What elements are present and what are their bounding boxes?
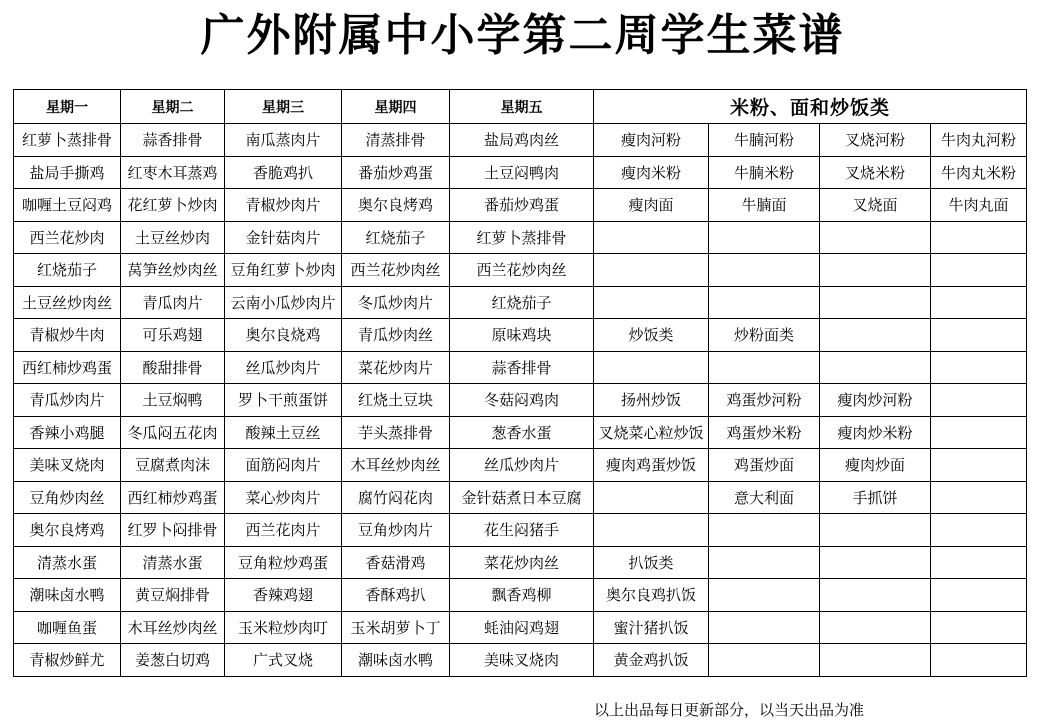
noodle-cell xyxy=(931,546,1027,579)
dish-cell-monday: 土豆丝炒肉丝 xyxy=(14,286,121,319)
dish-cell-thursday: 清蒸排骨 xyxy=(342,124,450,157)
noodle-cell xyxy=(594,286,709,319)
noodle-cell xyxy=(709,286,820,319)
table-row xyxy=(14,286,1027,319)
table-row xyxy=(14,384,1027,417)
dish-cell-tuesday: 黄豆焖排骨 xyxy=(121,579,225,612)
noodle-cell: 瘦肉河粉 xyxy=(594,124,709,157)
noodle-cell xyxy=(820,546,931,579)
dish-cell-wednesday: 菜心炒肉片 xyxy=(225,481,342,514)
noodle-cell: 炒粉面类 xyxy=(709,319,820,352)
noodle-cell xyxy=(931,384,1027,417)
noodle-cell xyxy=(709,644,820,677)
noodle-cell: 蜜汁猪扒饭 xyxy=(594,611,709,644)
noodle-cell xyxy=(820,319,931,352)
noodle-cell xyxy=(931,416,1027,449)
dish-cell-wednesday: 罗卜干煎蛋饼 xyxy=(225,384,342,417)
dish-cell-tuesday: 西红柿炒鸡蛋 xyxy=(121,481,225,514)
noodle-cell: 瘦肉面 xyxy=(594,189,709,222)
day-header-wednesday: 星期三 xyxy=(225,90,342,124)
dish-cell-friday: 葱香水蛋 xyxy=(450,416,594,449)
dish-cell-monday: 香辣小鸡腿 xyxy=(14,416,121,449)
day-header-thursday: 星期四 xyxy=(342,90,450,124)
dish-cell-thursday: 冬瓜炒肉片 xyxy=(342,286,450,319)
table-row xyxy=(14,221,1027,254)
dish-cell-tuesday: 可乐鸡翅 xyxy=(121,319,225,352)
noodle-cell: 瘦肉炒河粉 xyxy=(820,384,931,417)
dish-cell-wednesday: 金针菇肉片 xyxy=(225,221,342,254)
dish-cell-monday: 盐局手撕鸡 xyxy=(14,156,121,189)
dish-cell-wednesday: 南瓜蒸肉片 xyxy=(225,124,342,157)
noodle-cell: 瘦肉米粉 xyxy=(594,156,709,189)
dish-cell-wednesday: 豆角粒炒鸡蛋 xyxy=(225,546,342,579)
footer-note: 以上出品每日更新部分，以当天出品为准 xyxy=(594,701,865,719)
dish-cell-tuesday: 冬瓜闷五花肉 xyxy=(121,416,225,449)
noodle-cell xyxy=(931,221,1027,254)
dish-cell-thursday: 西兰花炒肉丝 xyxy=(342,254,450,287)
dish-cell-wednesday: 西兰花肉片 xyxy=(225,514,342,547)
dish-cell-monday: 青椒炒牛肉 xyxy=(14,319,121,352)
dish-cell-friday: 土豆闷鸭肉 xyxy=(450,156,594,189)
noodle-cell: 鸡蛋炒面 xyxy=(709,449,820,482)
dish-cell-wednesday: 香脆鸡扒 xyxy=(225,156,342,189)
dish-cell-monday: 奥尔良烤鸡 xyxy=(14,514,121,547)
dish-cell-thursday: 木耳丝炒肉丝 xyxy=(342,449,450,482)
noodle-cell: 牛肉丸米粉 xyxy=(931,156,1027,189)
noodle-cell xyxy=(709,611,820,644)
dish-cell-friday: 蚝油闷鸡翅 xyxy=(450,611,594,644)
noodle-cell xyxy=(931,351,1027,384)
noodle-cell: 炒饭类 xyxy=(594,319,709,352)
noodle-cell xyxy=(931,644,1027,677)
dish-cell-friday: 番茄炒鸡蛋 xyxy=(450,189,594,222)
table-row xyxy=(14,189,1027,222)
noodle-cell: 鸡蛋炒米粉 xyxy=(709,416,820,449)
dish-cell-tuesday: 红枣木耳蒸鸡 xyxy=(121,156,225,189)
page-title: 广外附属中小学第二周学生菜谱 xyxy=(200,10,845,61)
noodle-cell: 叉烧河粉 xyxy=(820,124,931,157)
noodle-cell xyxy=(709,351,820,384)
noodle-cell xyxy=(594,351,709,384)
table-row xyxy=(14,579,1027,612)
dish-cell-thursday: 红烧茄子 xyxy=(342,221,450,254)
dish-cell-monday: 咖喱土豆闷鸡 xyxy=(14,189,121,222)
dish-cell-thursday: 腐竹闷花肉 xyxy=(342,481,450,514)
noodle-cell xyxy=(820,254,931,287)
noodle-cell: 瘦肉炒面 xyxy=(820,449,931,482)
table-row xyxy=(14,416,1027,449)
dish-cell-tuesday: 豆腐煮肉沫 xyxy=(121,449,225,482)
noodle-cell: 意大利面 xyxy=(709,481,820,514)
table-row xyxy=(14,254,1027,287)
dish-cell-tuesday: 红罗卜闷排骨 xyxy=(121,514,225,547)
dish-cell-tuesday: 青瓜肉片 xyxy=(121,286,225,319)
dish-cell-tuesday: 花红萝卜炒肉 xyxy=(121,189,225,222)
dish-cell-wednesday: 广式叉烧 xyxy=(225,644,342,677)
noodle-cell: 瘦肉鸡蛋炒饭 xyxy=(594,449,709,482)
noodle-cell: 扒饭类 xyxy=(594,546,709,579)
noodle-cell: 扬州炒饭 xyxy=(594,384,709,417)
table-row xyxy=(14,514,1027,547)
noodle-cell: 牛肉丸河粉 xyxy=(931,124,1027,157)
noodle-cell xyxy=(594,221,709,254)
noodle-cell xyxy=(931,286,1027,319)
dish-cell-tuesday: 莴笋丝炒肉丝 xyxy=(121,254,225,287)
noodle-cell xyxy=(931,319,1027,352)
noodle-cell: 奥尔良鸡扒饭 xyxy=(594,579,709,612)
table-row xyxy=(14,546,1027,579)
dish-cell-wednesday: 青椒炒肉片 xyxy=(225,189,342,222)
dish-cell-friday: 西兰花炒肉丝 xyxy=(450,254,594,287)
dish-cell-thursday: 香菇滑鸡 xyxy=(342,546,450,579)
dish-cell-wednesday: 玉米粒炒肉叮 xyxy=(225,611,342,644)
day-header-tuesday: 星期二 xyxy=(121,90,225,124)
table-row xyxy=(14,124,1027,157)
day-header-monday: 星期一 xyxy=(14,90,121,124)
dish-cell-tuesday: 姜葱白切鸡 xyxy=(121,644,225,677)
dish-cell-friday: 原味鸡块 xyxy=(450,319,594,352)
noodle-cell: 叉烧米粉 xyxy=(820,156,931,189)
noodle-cell: 叉烧面 xyxy=(820,189,931,222)
dish-cell-thursday: 菜花炒肉片 xyxy=(342,351,450,384)
table-row xyxy=(14,481,1027,514)
dish-cell-wednesday: 丝瓜炒肉片 xyxy=(225,351,342,384)
dish-cell-wednesday: 奥尔良烧鸡 xyxy=(225,319,342,352)
dish-cell-thursday: 豆角炒肉片 xyxy=(342,514,450,547)
dish-cell-friday: 蒜香排骨 xyxy=(450,351,594,384)
dish-cell-tuesday: 土豆丝炒肉 xyxy=(121,221,225,254)
dish-cell-wednesday: 豆角红萝卜炒肉 xyxy=(225,254,342,287)
dish-cell-monday: 潮味卤水鸭 xyxy=(14,579,121,612)
dish-cell-monday: 豆角炒肉丝 xyxy=(14,481,121,514)
dish-cell-tuesday: 清蒸水蛋 xyxy=(121,546,225,579)
noodle-cell: 牛腩河粉 xyxy=(709,124,820,157)
dish-cell-friday: 红萝卜蒸排骨 xyxy=(450,221,594,254)
noodle-cell xyxy=(709,546,820,579)
dish-cell-wednesday: 面筋闷肉片 xyxy=(225,449,342,482)
noodle-cell xyxy=(931,611,1027,644)
noodle-cell: 牛腩米粉 xyxy=(709,156,820,189)
noodle-cell: 鸡蛋炒河粉 xyxy=(709,384,820,417)
dish-cell-friday: 飘香鸡柳 xyxy=(450,579,594,612)
dish-cell-thursday: 番茄炒鸡蛋 xyxy=(342,156,450,189)
noodle-cell xyxy=(820,221,931,254)
noodle-cell xyxy=(931,579,1027,612)
dish-cell-friday: 盐局鸡肉丝 xyxy=(450,124,594,157)
noodle-cell xyxy=(820,611,931,644)
dish-cell-monday: 青椒炒鲜尤 xyxy=(14,644,121,677)
dish-cell-monday: 红萝卜蒸排骨 xyxy=(14,124,121,157)
noodle-cell xyxy=(820,579,931,612)
dish-cell-monday: 青瓜炒肉片 xyxy=(14,384,121,417)
dish-cell-friday: 丝瓜炒肉片 xyxy=(450,449,594,482)
table-row xyxy=(14,644,1027,677)
dish-cell-thursday: 奥尔良烤鸡 xyxy=(342,189,450,222)
dish-cell-monday: 清蒸水蛋 xyxy=(14,546,121,579)
dish-cell-thursday: 潮味卤水鸭 xyxy=(342,644,450,677)
noodle-cell xyxy=(709,579,820,612)
dish-cell-friday: 红烧茄子 xyxy=(450,286,594,319)
table-row xyxy=(14,611,1027,644)
noodle-cell xyxy=(594,254,709,287)
dish-cell-friday: 金针菇煮日本豆腐 xyxy=(450,481,594,514)
noodle-cell: 叉烧菜心粒炒饭 xyxy=(594,416,709,449)
menu-table xyxy=(13,89,1027,677)
noodle-cell xyxy=(931,449,1027,482)
dish-cell-tuesday: 蒜香排骨 xyxy=(121,124,225,157)
dish-cell-friday: 花生闷猪手 xyxy=(450,514,594,547)
noodle-cell xyxy=(594,481,709,514)
dish-cell-thursday: 香酥鸡扒 xyxy=(342,579,450,612)
header-row xyxy=(14,90,1027,124)
dish-cell-tuesday: 土豆焖鸭 xyxy=(121,384,225,417)
noodle-cell xyxy=(820,286,931,319)
dish-cell-friday: 菜花炒肉丝 xyxy=(450,546,594,579)
noodle-cell xyxy=(931,254,1027,287)
noodle-cell: 黄金鸡扒饭 xyxy=(594,644,709,677)
noodle-cell xyxy=(820,514,931,547)
noodle-cell: 瘦肉炒米粉 xyxy=(820,416,931,449)
noodle-cell: 手抓饼 xyxy=(820,481,931,514)
table-row xyxy=(14,319,1027,352)
table-row xyxy=(14,156,1027,189)
table-row xyxy=(14,449,1027,482)
dish-cell-friday: 美味叉烧肉 xyxy=(450,644,594,677)
dish-cell-monday: 美味叉烧肉 xyxy=(14,449,121,482)
noodle-cell: 牛肉丸面 xyxy=(931,189,1027,222)
dish-cell-tuesday: 酸甜排骨 xyxy=(121,351,225,384)
noodle-cell xyxy=(931,514,1027,547)
noodle-cell xyxy=(931,481,1027,514)
dish-cell-thursday: 青瓜炒肉丝 xyxy=(342,319,450,352)
dish-cell-wednesday: 香辣鸡翅 xyxy=(225,579,342,612)
dish-cell-wednesday: 云南小瓜炒肉片 xyxy=(225,286,342,319)
dish-cell-monday: 咖喱鱼蛋 xyxy=(14,611,121,644)
dish-cell-thursday: 红烧土豆块 xyxy=(342,384,450,417)
noodle-cell xyxy=(820,644,931,677)
dish-cell-tuesday: 木耳丝炒肉丝 xyxy=(121,611,225,644)
dish-cell-monday: 红烧茄子 xyxy=(14,254,121,287)
noodle-cell xyxy=(709,514,820,547)
noodle-cell xyxy=(820,351,931,384)
dish-cell-monday: 西红柿炒鸡蛋 xyxy=(14,351,121,384)
noodle-cell xyxy=(709,254,820,287)
dish-cell-wednesday: 酸辣土豆丝 xyxy=(225,416,342,449)
dish-cell-friday: 冬菇闷鸡肉 xyxy=(450,384,594,417)
noodle-cell xyxy=(709,221,820,254)
dish-cell-thursday: 玉米胡萝卜丁 xyxy=(342,611,450,644)
day-header-friday: 星期五 xyxy=(450,90,594,124)
noodle-cell: 牛腩面 xyxy=(709,189,820,222)
noodle-section-header: 米粉、面和炒饭类 xyxy=(594,90,1027,124)
table-row xyxy=(14,351,1027,384)
dish-cell-monday: 西兰花炒肉 xyxy=(14,221,121,254)
dish-cell-thursday: 芋头蒸排骨 xyxy=(342,416,450,449)
noodle-cell xyxy=(594,514,709,547)
